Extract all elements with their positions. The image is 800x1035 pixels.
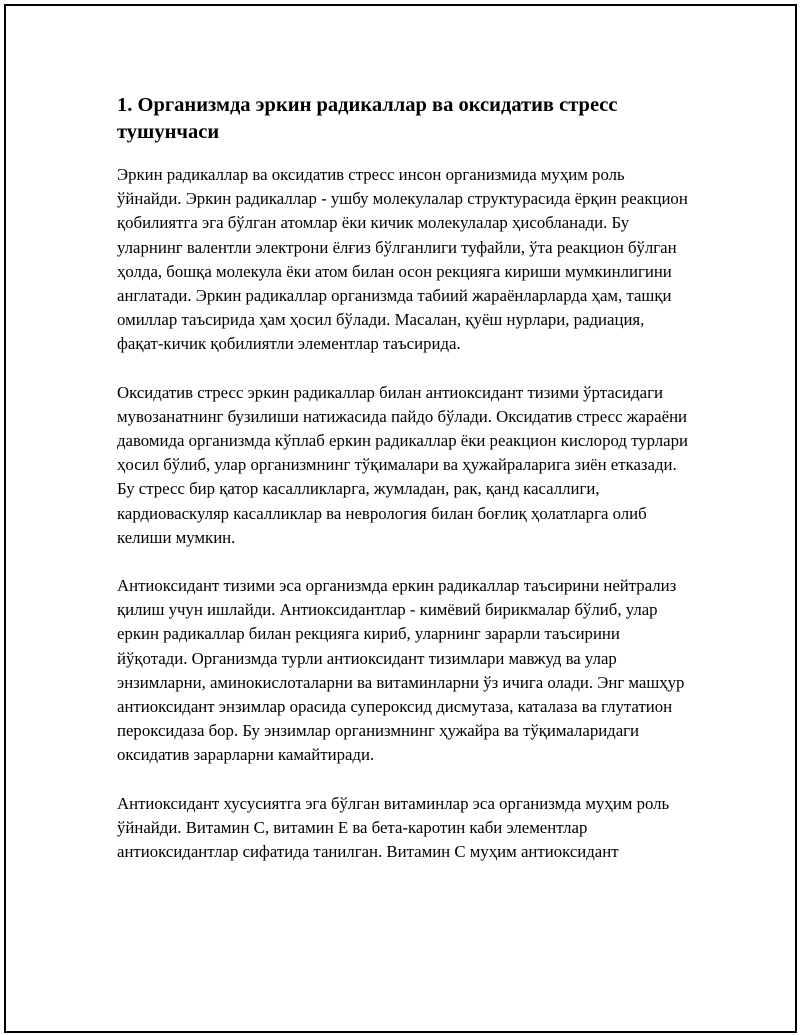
paragraph-free-radicals: Эркин радикаллар ва оксидатив стресс инсон организмида муҳим роль ўйнайди. Эркин радикаллар - ушбу молекулалар структурасида ёрқин реакцион қобилиятга эга бўлган атомлар ёки кичик молекулалар ҳисобланади. Бу уларнинг валентли электрони ёлғиз бўлганлиги туфайли, ўта реакцион бўлган ҳолда, бошқа молекула ёки атом билан осон рекцияга кириши мумкинлигини англатади. Эркин радикаллар организмда табиий жараёнларларда ҳам, ташқи омиллар таъсирида ҳам ҳосил бўлади. Масалан, қуёш нурлари, радиация, фақат-кичик қобилиятли элементлар таъсирида. bbox=[117, 165, 688, 354]
paragraph-antioxidant-system: Антиоксидант тизими эса организмда еркин радикаллар таъсирини нейтрализ қилиш учун ишлайди. Антиоксидантлар - кимёвий бирикмалар бўлиб, улар еркин радикаллар билан рекцияга кириб, уларнинг зарарли таъсирини йўқотади. Организмда турли антиоксидант тизимлари мавжуд ва улар энзимларни, аминокислоталарни ва витаминларни ўз ичига олади. Энг машҳур антиоксидант энзимлар орасида супероксид дисмутаза, каталаза ва глутатион пероксидаза бор. Бу энзимлар организмнинг ҳужайра ва тўқималаридаги оксидатив зарарларни камайтиради. bbox=[117, 576, 685, 765]
document-body bbox=[117, 92, 689, 888]
paragraph-antioxidant-vitamins: Антиоксидант хусусиятга эга бўлган витаминлар эса организмда муҳим роль ўйнайди. Витамин C, витамин E ва бета-каротин каби элементлар антиоксидантлар сифатида танилган. Витамин C муҳим антиоксидант bbox=[117, 793, 670, 862]
section-heading: 1. Организмда эркин радикаллар ва оксидатив стресс тушунчаси bbox=[117, 94, 618, 143]
paragraph-oxidative-stress: Оксидатив стресс эркин радикаллар билан антиоксидант тизими ўртасидаги мувозанатнинг бузилиши натижасида пайдо бўлади. Оксидатив стресс жараёни давомида организмда кўплаб еркин радикаллар ёки реакцион кислород турлари ҳосил бўлиб, улар организмнинг тўқималари ва ҳужайраларига зиён етказади. Бу стресс бир қатор касалликларга, жумладан, рак, қанд касаллиги, кардиоваскуляр касалликлар ва неврология билан боғлиқ ҳолатларга олиб келиши мумкин. bbox=[117, 382, 688, 547]
